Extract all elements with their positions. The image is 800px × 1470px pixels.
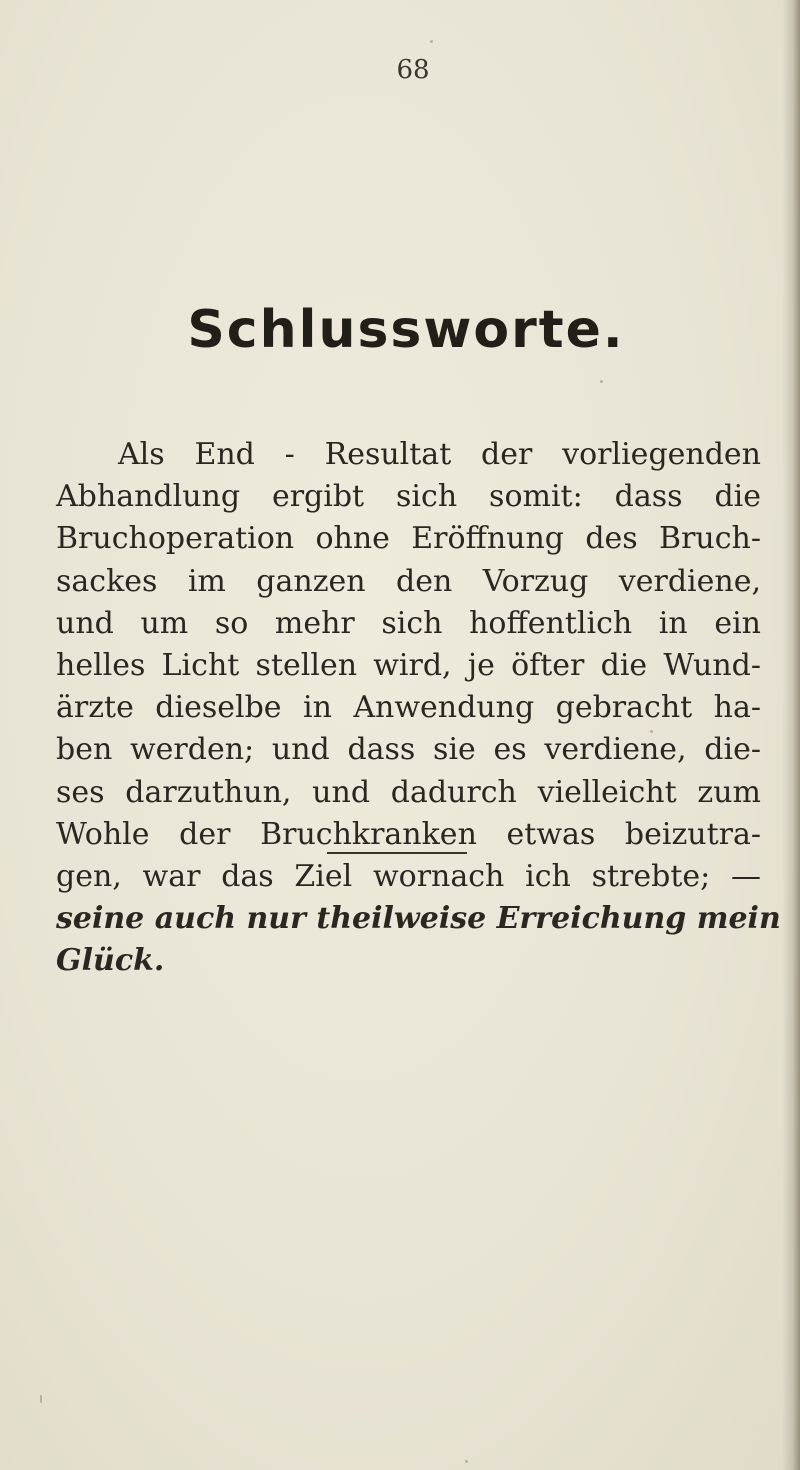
page-number: 68 bbox=[396, 55, 430, 85]
text-line: sackes im ganzen den Vorzug verdiene, bbox=[56, 563, 761, 599]
paper-speck bbox=[600, 380, 603, 383]
text-line: und um so mehr sich hoffentlich in ein bbox=[56, 605, 761, 641]
page-heading: Schlussworte. bbox=[187, 300, 625, 360]
text-line: ben werden; und dass sie es verdiene, die- bbox=[56, 732, 761, 768]
text-line: Wohle der Bruchkranken etwas beizutra- bbox=[56, 816, 761, 852]
closing-rule bbox=[327, 852, 467, 854]
text-line: gen, war das Ziel wornach ich strebte; — bbox=[56, 859, 761, 895]
text-line: Abhandlung ergibt sich somit: dass die bbox=[56, 479, 761, 515]
text-line: helles Licht stellen wird, je öfter die Wund- bbox=[56, 648, 761, 684]
text-line: ärzte dieselbe in Anwendung gebracht ha- bbox=[56, 690, 761, 726]
text-line: ses darzuthun, und dadurch vielleicht zum bbox=[56, 774, 761, 810]
page-edge-shadow bbox=[782, 0, 800, 1470]
text-line: Bruchoperation ohne Eröffnung des Bruch- bbox=[56, 521, 761, 557]
text-line: Als End - Resultat der vorliegenden bbox=[118, 437, 761, 472]
body-paragraph bbox=[56, 434, 781, 983]
italic-text-line: Glück. bbox=[56, 943, 165, 979]
italic-text-line: seine auch nur theilweise Erreichung mein bbox=[56, 901, 781, 937]
paper-speck bbox=[40, 1395, 42, 1403]
paper-speck bbox=[465, 1460, 468, 1463]
paper-speck bbox=[430, 40, 433, 43]
